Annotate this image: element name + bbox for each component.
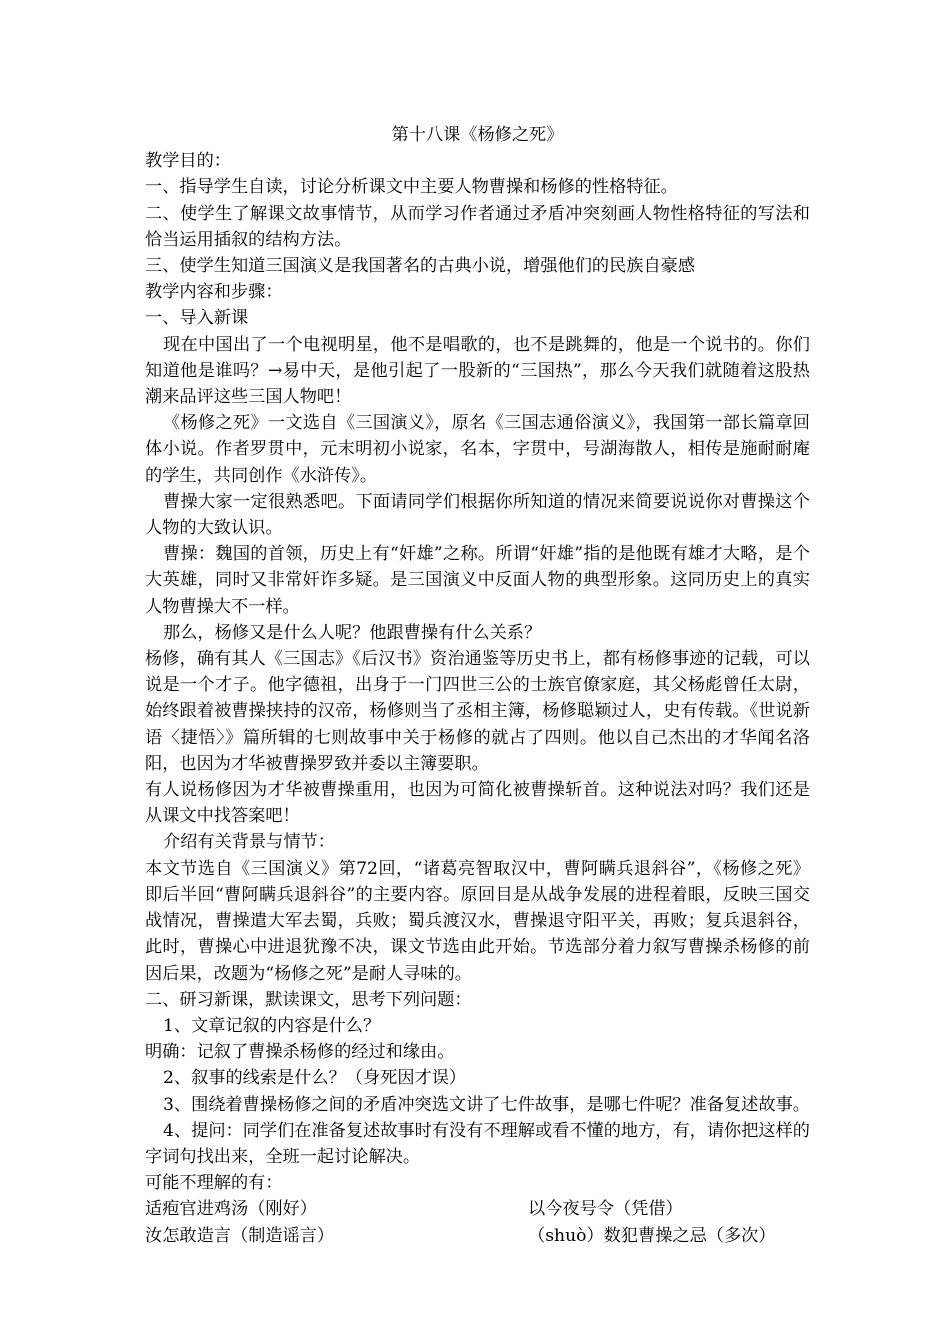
paragraph: 明确：记叙了曹操杀杨修的经过和缘由。: [145, 1042, 455, 1063]
vocab-item-left: 适疱官进鸡汤（刚好）: [145, 1199, 317, 1220]
vocab-item-left: 汝怎敢造言（制造谣言）: [145, 1225, 335, 1246]
paragraph: 4、提问：同学们在准备复述故事时有没有不理解或看不懂的地方，有，请你把这样的字词句找出来，全班一起讨论解决。: [145, 1120, 810, 1167]
vocab-row: [145, 1196, 810, 1222]
paragraph: 2、叙事的线索是什么？（身死因才误）: [163, 1068, 467, 1089]
paragraph: 一、导入新课: [145, 308, 249, 329]
paragraph: 教学目的：: [145, 151, 231, 172]
paragraph: 教学内容和步骤：: [145, 282, 283, 303]
paragraph: 曹操：魏国的首领，历史上有“奸雄”之称。所谓“奸雄”指的是他既有雄才大略，是个大英雄，同时又非常奸诈多疑。是三国演义中反面人物的典型形象。这同历史上的真实人物曹操大不一样。: [145, 544, 810, 617]
paragraph: 介绍有关背景与情节：: [163, 832, 335, 853]
paragraph: 那么，杨修又是什么人呢？他跟曹操有什么关系？: [163, 622, 542, 643]
paragraph: 二、研习新课，默读课文，思考下列问题：: [145, 989, 472, 1010]
document-page: [145, 122, 810, 1249]
paragraph: 现在中国出了一个电视明星，他不是唱歌的，也不是跳舞的，他是一个说书的。你们知道他是谁吗？→易中天，是他引起了一股新的“三国热”，那么今天我们就随着这股热潮来品评这些三国人物吧！: [145, 334, 810, 408]
paragraph: 一、指导学生自读，讨论分析课文中主要人物曹操和杨修的性格特征。: [145, 177, 678, 198]
paragraph: 杨修，确有其人《三国志》《后汉书》资治通鉴等历史书上，都有杨修事迹的记载，可以说是一个才子。他字德祖，出身于一门四世三公的士族官僚家庭，其父杨彪曾任太尉，始终跟着被曹操挟持的汉帝，杨修则当了丞相主簿，杨修聪颖过人，史有传载。《世说新语〈捷悟〉》篇所辑的七则故事中关于杨修的就占了四则。他以自己杰出的才华闻名洛阳，也因为才华被曹操罗致并委以主簿要职。: [145, 649, 810, 774]
vocab-list: [145, 1196, 810, 1248]
paragraph: 有人说杨修因为才华被曹操重用，也因为可简化被曹操斩首。这种说法对吗？我们还是从课文中找答案吧！: [145, 780, 810, 827]
vocab-row: [145, 1223, 810, 1249]
paragraph: 二、使学生了解课文故事情节，从而学习作者通过矛盾冲突刻画人物性格特征的写法和恰当运用插叙的结构方法。: [145, 203, 810, 250]
paragraph: 《杨修之死》一文选自《三国演义》，原名《三国志通俗演义》，我国第一部长篇章回体小说。作者罗贯中，元末明初小说家，名本，字贯中，号湖海散人，相传是施耐耐庵的学生，共同创作《水浒传》。: [145, 413, 810, 486]
paragraph: 曹操大家一定很熟悉吧。下面请同学们根据你所知道的情况来简要说说你对曹操这个人物的大致认识。: [145, 491, 810, 539]
paragraph: 1、文章记叙的内容是什么？: [163, 1015, 381, 1036]
vocab-item-right: （shuò）数犯曹操之忌（多次）: [528, 1225, 776, 1246]
document-body: [145, 148, 810, 1196]
paragraph: 三、使学生知道三国演义是我国著名的古典小说，增强他们的民族自豪感: [145, 256, 696, 277]
paragraph: 本文节选自《三国演义》第72回，“诸葛亮智取汉中，曹阿瞒兵退斜谷”，《杨修之死》即后半回“曹阿瞒兵退斜谷”的主要内容。原回目是从战争发展的进程着眼，反映三国交战情况，曹操遣大军去蜀，兵败；蜀兵渡汉水，曹操退守阳平关，再败；复兵退斜谷，此时，曹操心中进退犹豫不决，课文节选由此开始。节选部分着力叙写曹操杀杨修的前因后果，改题为“杨修之死”是耐人寻味的。: [145, 858, 810, 984]
paragraph: 3、围绕着曹操杨修之间的矛盾冲突选文讲了七件故事，是哪七件呢？准备复述故事。: [163, 1094, 810, 1115]
paragraph: 可能不理解的有：: [145, 1173, 283, 1194]
document-title: 第十八课《杨修之死》: [391, 125, 564, 145]
vocab-item-right: 以今夜号令（凭借）: [528, 1199, 683, 1220]
